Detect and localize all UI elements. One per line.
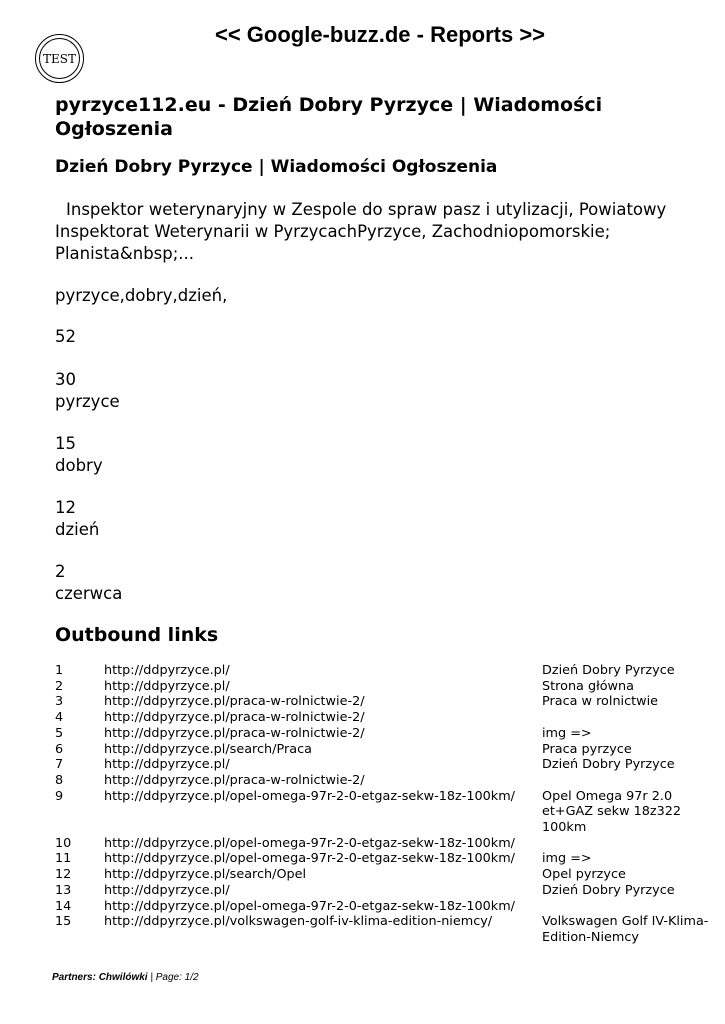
link-anchor-text: Opel Omega 97r 2.0 et+GAZ sekw 18z322 100km — [542, 788, 682, 836]
link-anchor-text: Dzień Dobry Pyrzyce — [542, 663, 675, 678]
document-subtitle: Dzień Dobry Pyrzyce | Wiadomości Ogłoszenia — [55, 157, 498, 177]
outbound-links-heading: Outbound links — [55, 624, 219, 646]
link-url[interactable]: http://ddpyrzyce.pl/ — [104, 757, 230, 773]
link-number: 14 — [55, 898, 72, 914]
link-url[interactable]: http://ddpyrzyce.pl/praca-w-rolnictwie-2/ — [104, 725, 365, 741]
link-row — [55, 914, 725, 945]
keyword-count-item — [55, 561, 122, 604]
link-row — [55, 836, 725, 852]
link-url[interactable]: http://ddpyrzyce.pl/praca-w-rolnictwie-2/ — [104, 694, 365, 710]
link-url[interactable]: http://ddpyrzyce.pl/ — [104, 678, 230, 694]
document-description: Inspektor weterynaryjny w Zespole do spraw pasz i utylizacji, Powiatowy Inspektorat Weterynarii w PyrzycachPyrzyce, Zachodniopomorskie; Planista&nbsp;... — [55, 200, 667, 263]
document-title: pyrzyce112.eu - Dzień Dobry Pyrzyce | Wiadomości Ogłoszenia — [55, 94, 603, 140]
link-anchor-text — [542, 836, 712, 852]
link-row — [55, 679, 725, 695]
keyword-count-item — [55, 497, 99, 540]
link-anchor-text: img => — [542, 851, 592, 867]
link-number: 11 — [55, 851, 72, 867]
link-number: 12 — [55, 867, 72, 883]
link-row — [55, 726, 725, 742]
total-keyword-count: 52 — [55, 327, 76, 346]
link-number: 13 — [55, 882, 72, 898]
footer-separator: | — [150, 972, 153, 983]
link-row — [55, 742, 725, 758]
link-number: 9 — [55, 788, 64, 804]
link-row — [55, 710, 725, 726]
link-url[interactable]: http://ddpyrzyce.pl/ — [104, 663, 230, 678]
link-url[interactable]: http://ddpyrzyce.pl/opel-omega-97r-2-0-etgaz-sekw-18z-100km/ — [104, 851, 515, 867]
link-url[interactable]: http://ddpyrzyce.pl/search/Praca — [104, 741, 312, 757]
link-number: 2 — [55, 678, 64, 694]
outbound-links-table — [55, 663, 725, 946]
link-number: 5 — [55, 725, 64, 741]
link-number: 3 — [55, 694, 64, 710]
keyword-count-item — [55, 369, 120, 412]
link-row — [55, 851, 725, 867]
page-number: Page: 1/2 — [155, 972, 199, 983]
link-anchor-text: img => — [542, 725, 592, 741]
link-number: 1 — [55, 663, 64, 678]
report-header-title: << Google-buzz.de - Reports >> — [214, 22, 546, 47]
link-number: 10 — [55, 835, 72, 851]
link-url[interactable]: http://ddpyrzyce.pl/volkswagen-golf-iv-klima-edition-niemcy/ — [104, 914, 493, 930]
link-url[interactable]: http://ddpyrzyce.pl/praca-w-rolnictwie-2/ — [104, 772, 365, 788]
link-row — [55, 663, 725, 679]
link-anchor-text: Praca pyrzyce — [542, 741, 632, 757]
keyword-word: czerwca — [55, 583, 123, 603]
test-stamp-label: TEST — [39, 38, 80, 79]
link-row — [55, 883, 725, 899]
link-anchor-text: Dzień Dobry Pyrzyce — [542, 757, 675, 773]
keyword-word: dzień — [55, 519, 100, 539]
link-anchor-text — [542, 710, 712, 726]
page-footer — [52, 972, 199, 983]
link-row — [55, 899, 725, 915]
link-anchor-text — [542, 773, 712, 789]
partners-label: Partners: — [52, 972, 96, 983]
partner-link[interactable]: Chwilówki — [98, 972, 148, 983]
keyword-word: pyrzyce — [55, 391, 120, 411]
link-row — [55, 789, 725, 836]
link-url[interactable]: http://ddpyrzyce.pl/opel-omega-97r-2-0-etgaz-sekw-18z-100km/ — [104, 788, 515, 804]
link-anchor-text — [542, 899, 712, 915]
link-row — [55, 694, 725, 710]
link-anchor-text: Volkswagen Golf IV-Klima-Edition-Niemcy — [542, 914, 709, 945]
link-number: 15 — [55, 914, 72, 930]
keyword-count: 30 — [55, 370, 76, 389]
keyword-word: dobry — [55, 455, 103, 475]
link-anchor-text: Opel pyrzyce — [542, 867, 626, 883]
keyword-count: 15 — [55, 434, 76, 453]
link-number: 7 — [55, 757, 64, 773]
link-url[interactable]: http://ddpyrzyce.pl/praca-w-rolnictwie-2/ — [104, 710, 365, 726]
link-number: 8 — [55, 772, 64, 788]
link-number: 4 — [55, 710, 64, 726]
link-url[interactable]: http://ddpyrzyce.pl/opel-omega-97r-2-0-etgaz-sekw-18z-100km/ — [104, 835, 515, 851]
keywords-list: pyrzyce,dobry,dzień, — [55, 286, 228, 305]
keyword-count: 2 — [55, 562, 66, 581]
link-anchor-text: Strona główna — [542, 678, 634, 694]
link-url[interactable]: http://ddpyrzyce.pl/opel-omega-97r-2-0-etgaz-sekw-18z-100km/ — [104, 898, 515, 914]
link-number: 6 — [55, 741, 64, 757]
link-url[interactable]: http://ddpyrzyce.pl/search/Opel — [104, 867, 307, 883]
link-row — [55, 867, 725, 883]
link-row — [55, 773, 725, 789]
link-url[interactable]: http://ddpyrzyce.pl/ — [104, 882, 230, 898]
link-anchor-text: Praca w rolnictwie — [542, 694, 659, 710]
keyword-count: 12 — [55, 498, 76, 517]
keyword-count-item — [55, 433, 103, 476]
link-row — [55, 757, 725, 773]
link-anchor-text: Dzień Dobry Pyrzyce — [542, 882, 675, 898]
